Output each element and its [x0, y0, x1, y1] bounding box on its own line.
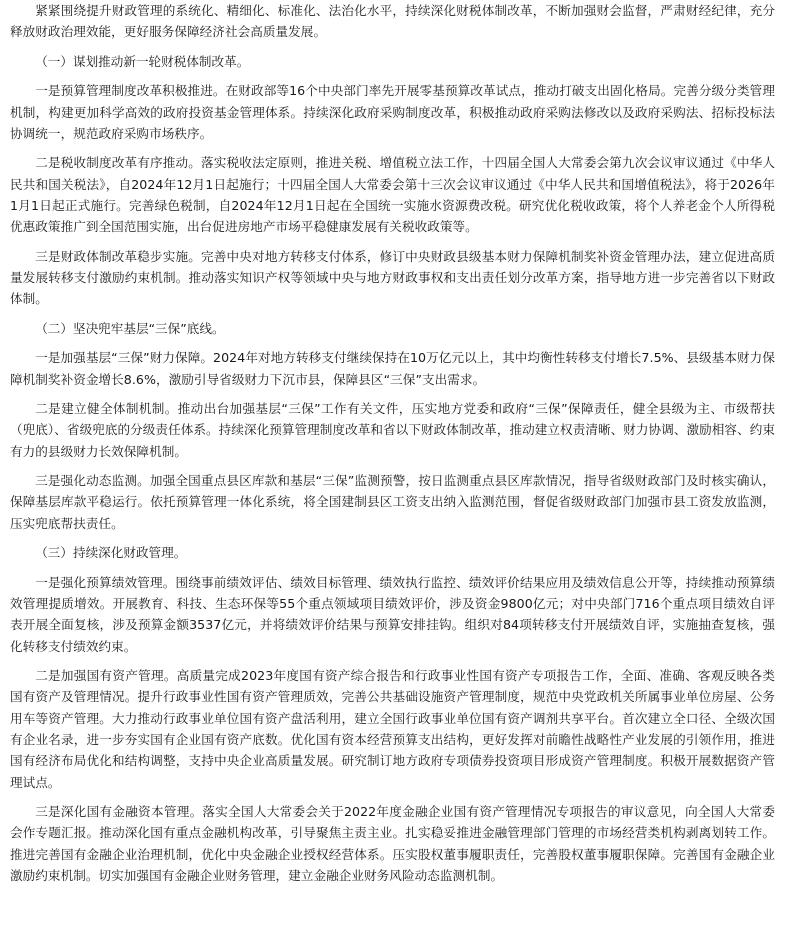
section-3-heading: （三）持续深化财政管理。 [35, 545, 187, 561]
section-2-paragraph-2: 二是建立健全体制机制。推动出台加强基层“三保”工作有关文件，压实地方党委和政府“三保”保障责任，健全县级为主、市级帮扶（兜底）、省级兜底的分级责任体系。持续深化预算管理制度改革和省以下财政体制改革，推动建立权责清晰、财力协调、激励相容、约束有力的县级财力长效保障机制。 [10, 401, 775, 459]
section-3-paragraph-2: 二是加强国有资产管理。高质量完成2023年度国有资产综合报告和行政事业性国有资产专项报告工作，全面、准确、客观反映各类国有资产及管理情况。提升行政事业性国有资产管理质效，完善公共基础设施资产管理制度，规范中央党政机关所属事业单位房屋、公务用车等资产管理。大力推动行政事业单位国有资产盘活利用，建立全国行政事业单位国有资产调剂共享平台。首次建立全口径、全级次国有企业名录，进一步夯实国有企业国有资产底数。优化国有资本经营预算支出结构，更好发挥对前瞻性战略性产业发展的引领作用，推进国有经济布局优化和结构调整，支持中央企业高质量发展。研究制订地方政府专项债券投资项目形成资产管理制度。积极开展数据资产管理试点。 [10, 668, 775, 790]
section-2-heading: （二）坚决兜牢基层“三保”底线。 [35, 320, 225, 336]
section-1-paragraph-3: 三是财政体制改革稳步实施。完善中央对地方转移支付体系，修订中央财政县级基本财力保障机制奖补资金管理办法，建立促进高质量发展转移支付激励约束机制。推动落实知识产权等领域中央与地方财政事权和支出责任划分改革方案，指导地方进一步完善省以下财政体制。 [10, 248, 775, 307]
section-1-paragraph-1: 一是预算管理制度改革积极推进。在财政部等16个中央部门率先开展零基预算改革试点，推动打破支出固化格局。完善分级分类管理机制，构建更加科学高效的政府投资基金管理体系。持续深化政府采购制度改革，积极推动政府采购法修改以及政府采购法、招标投标法协调统一，规范政府采购市场秩序。 [10, 83, 775, 141]
intro-paragraph: 紧紧围绕提升财政管理的系统化、精细化、标准化、法治化水平，持续深化财税体制改革，不断加强财会监督，严肃财经纪律，充分释放财政治理效能，更好服务保障经济社会高质量发展。 [10, 3, 775, 40]
section-3-paragraph-1: 一是强化预算绩效管理。围绕事前绩效评估、绩效目标管理、绩效执行监控、绩效评价结果应用及绩效信息公开等，持续推动预算绩效管理提质增效。开展教育、科技、生态环保等55个重点领域项目绩效评价，涉及资金9800亿元；对中央部门716个重点项目绩效自评表开展全面复核，涉及预算金额3537亿元，并将绩效评价结果与预算安排挂钩。组织对84项转移支付开展绩效自评，实施抽查复核，强化转移支付绩效约束。 [10, 574, 775, 654]
section-2-paragraph-1: 一是加强基层“三保”财力保障。2024年对地方转移支付继续保持在10万亿元以上，其中均衡性转移支付增长7.5%、县级基本财力保障机制奖补资金增长8.6%，激励引导省级财力下沉市县，保障县区“三保”支出需求。 [10, 350, 775, 387]
section-3-paragraph-3: 三是深化国有金融资本管理。落实全国人大常委会关于2022年度金融企业国有资产管理情况专项报告的审议意见，向全国人大常委会作专题汇报。推动深化国有重点金融机构改革，引导聚焦主责主业。扎实稳妥推进金融管理部门管理的市场经营类机构剥离划转工作。推进完善国有金融企业治理机制，优化中央金融企业授权经营体系。压实股权董事履职责任，完善股权董事履职保障。完善国有金融企业激励约束机制。切实加强国有金融企业财务管理，建立金融企业财务风险动态监测机制。 [10, 804, 775, 883]
section-1-heading: （一）谋划推动新一轮财税体制改革。 [35, 53, 250, 69]
section-1-paragraph-2: 二是税收制度改革有序推动。落实税收法定原则，推进关税、增值税立法工作，十四届全国人大常委会第九次会议审议通过《中华人民共和国关税法》，自2024年12月1日起施行；十四届全国人大常委会第十三次会议审议通过《中华人民共和国增值税法》，将于2026年1月1日起正式施行。完善绿色税制，自2024年12月1日起在全国统一实施水资源费改税。研究优化税收政策，将个人养老金个人所得税优惠政策推广到全国范围实施，出台促进房地产市场平稳健康发展有关税收政策等。 [10, 155, 775, 235]
section-2-paragraph-3: 三是强化动态监测。加强全国重点县区库款和基层“三保”监测预警，按日监测重点县区库款情况，指导省级财政部门及时核实确认，保障基层库款平稳运行。依托预算管理一体化系统，将全国建制县区工资支出纳入监测范围，督促省级财政部门加强市县工资发放监测，压实兜底帮扶责任。 [10, 473, 775, 531]
